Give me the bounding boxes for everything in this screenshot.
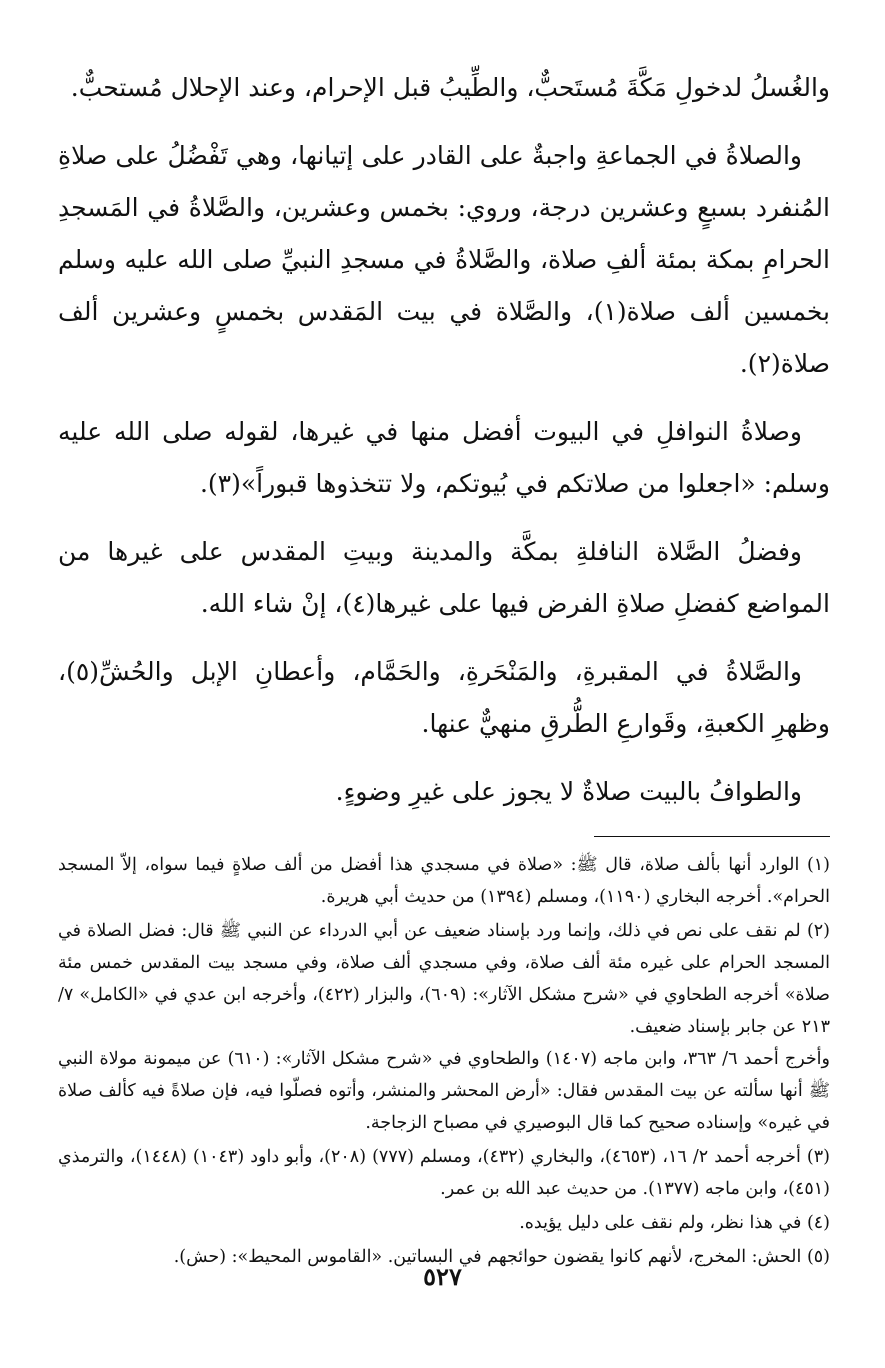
footnotes: [58, 849, 830, 1273]
footnote-3: [58, 1141, 830, 1205]
main-text: [58, 62, 830, 818]
page-number: ٥٢٧: [423, 1262, 462, 1291]
paragraph-nawafil: وصلاةُ النوافلِ في البيوت أفضل منها في غيرها، لقوله صلى الله عليه وسلم: «اجعلوا من صلاتكم في بُيوتكم، ولا تتخذوها قبوراً»(٣).: [58, 417, 830, 498]
paragraph-prohibited-places: والصَّلاةُ في المقبرةِ، والمَنْحَرةِ، والحَمَّام، وأعطانِ الإبل والحُشِّ(٥)، وظهرِ الكعبةِ، وقَوارعِ الطُّرقِ منهيٌّ عنها.: [58, 657, 830, 738]
footnote-text: في هذا نظر، ولم نقف على دليل يؤيده.: [519, 1213, 802, 1233]
page-body: [58, 62, 830, 1275]
paragraph-ghusl: والغُسلُ لدخولِ مَكَّةَ مُستَحبٌّ، والطِّيبُ قبل الإحرام، وعند الإحلال مُستحبٌّ.: [70, 73, 830, 102]
footnote-text: لم نقف على نص في ذلك، وإنما ورد بإسناد ضعيف عن أبي الدرداء عن النبي ﷺ قال: فضل الصلاة في المسجد الحرام على غيره مئة ألف صلاة، وفي مسجدي ألف صلاة، وفي مسجد بيت المقدس خمس مئة صلاة» أخرجه الطحاوي في «شرح مشكل الآثار»: (٦٠٩)، والبزار (٤٢٢)، وأخرجه ابن عدي في «الكامل» ٧/ ٢١٣ عن جابر بإسناد ضعيف.: [58, 921, 830, 1037]
footnote-number: (٢): [806, 921, 830, 941]
footnote-divider: [594, 836, 830, 837]
footnote-number: (٥): [806, 1247, 830, 1267]
footnote-text-continued: وأخرج أحمد ٦/ ٣٦٣، وابن ماجه (١٤٠٧) والطحاوي في «شرح مشكل الآثار»: (٦١٠) عن ميمونة مولاة النبي ﷺ أنها سألته عن بيت المقدس فقال: «أرض المحشر والمنشر، وأتوه فصلّوا فيه، فإن صلاةً فيه كألف صلاة في غيره» وإسناده صحيح كما قال البوصيري في مصباح الزجاجة.: [58, 1049, 830, 1133]
footnote-1: [58, 849, 830, 913]
footnote-2: [58, 915, 830, 1139]
footnote-number: (٤): [806, 1213, 830, 1233]
footnote-text: أخرجه أحمد ٢/ ١٦، (٤٦٥٣)، والبخاري (٤٣٢)، ومسلم (٧٧٧) (٢٠٨)، وأبو داود (١٠٤٣) (١٤٤٨)، والترمذي (٤٥١)، وابن ماجه (١٣٧٧). من حديث عبد الله بن عمر.: [58, 1147, 830, 1199]
footnote-text: الوارد أنها بألف صلاة، قال ﷺ: «صلاة في مسجدي هذا أفضل من ألف صلاةٍ فيما سواه، إلاّ المسجد الحرام». أخرجه البخاري (١١٩٠)، ومسلم (١٣٩٤) من حديث أبي هريرة.: [58, 855, 830, 907]
footnote-4: [58, 1207, 830, 1239]
paragraph-tawaf: والطوافُ بالبيت صلاةٌ لا يجوز على غيرِ وضوءٍ.: [335, 777, 802, 806]
paragraph-nafila-makkah: وفضلُ الصَّلاة النافلةِ بمكَّة والمدينة وبيتِ المقدس على غيرها من المواضع كفضلِ صلاةِ الفرض فيها على غيرها(٤)، إنْ شاء الله.: [58, 537, 830, 618]
footnote-text: الحش: المخرج، لأنهم كانوا يقضون حوائجهم في البساتين. «القاموس المحيط»: (حش).: [173, 1247, 802, 1267]
paragraph-jamaah: والصلاةُ في الجماعةِ واجبةٌ على القادر على إتيانها، وهي تَفْضُلُ على صلاةِ المُنفرد بسبعٍ وعشرين درجة، وروي: بخمس وعشرين، والصَّلاةُ في المَسجدِ الحرامِ بمكة بمئة ألفِ صلاة، والصَّلاةُ في مسجدِ النبيِّ صلى الله عليه وسلم بخمسين ألف صلاة(١)، والصَّلاة في بيت المَقدس بخمسٍ وعشرين ألف صلاة(٢).: [58, 141, 830, 378]
footnote-number: (٣): [806, 1147, 830, 1167]
footnote-number: (١): [806, 855, 830, 875]
